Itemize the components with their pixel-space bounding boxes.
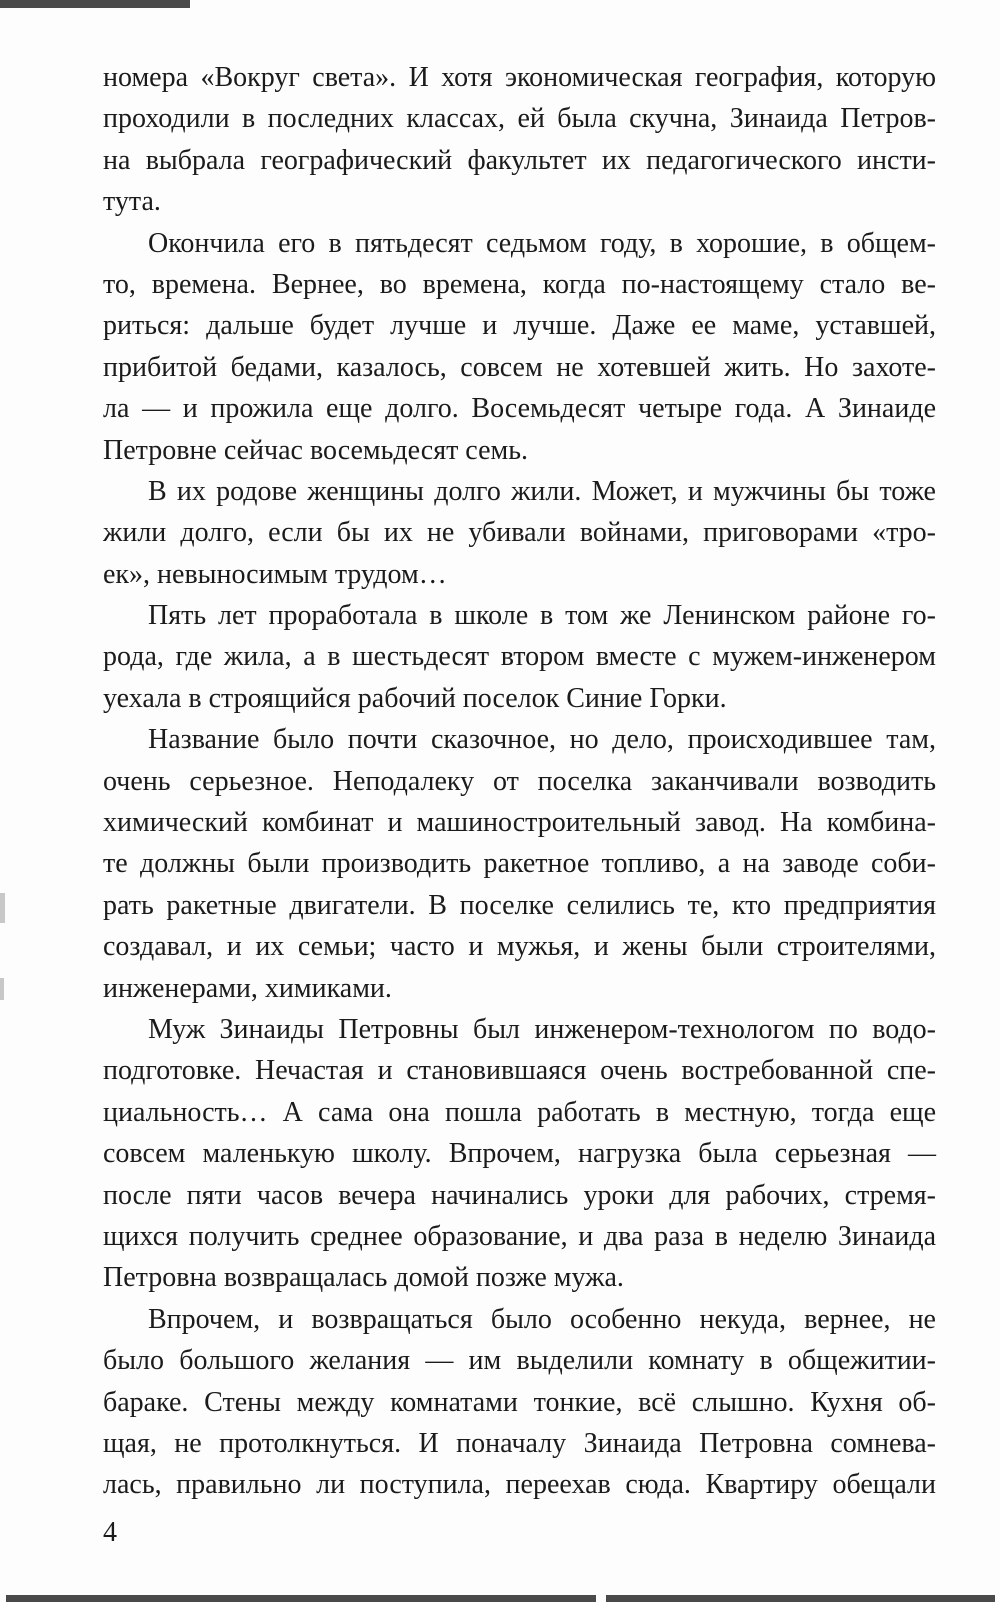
scan-artifact-edge-mark [0, 978, 4, 1000]
text-line: бараке. Стены между комнатами тонкие, всё слышно. Кухня об- [103, 1386, 936, 1418]
text-line: номера «Вокруг света». И хотя экономическая география, которую [103, 62, 936, 93]
text-line: совсем маленькую школу. Впрочем, нагрузка была серьезная — [103, 1138, 936, 1170]
text-line: после пяти часов вечера начинались уроки для рабочих, стремя- [103, 1179, 936, 1211]
text-line: создавал, и их семьи; часто и мужья, и жены были строителями, [103, 931, 936, 963]
scan-artifact-edge-mark [0, 893, 5, 923]
text-line: щая, не протолкнуться. И поначалу Зинаида Петровна сомнева- [103, 1427, 936, 1459]
text-line: циальность… А сама она пошла работать в местную, тогда еще [103, 1096, 936, 1128]
page-number: 4 [103, 1517, 117, 1548]
text-line: Впрочем, и возвращаться было особенно некуда, вернее, не [148, 1303, 936, 1335]
scan-artifact-top-bar [0, 0, 190, 8]
text-line: те должны были производить ракетное топливо, а на заводе соби- [103, 848, 936, 880]
text-line: уехала в строящийся рабочий поселок Синие Горки. [103, 682, 727, 714]
scan-artifact-bottom-bar-left [6, 1595, 596, 1602]
page-text-block [103, 57, 936, 1506]
text-line: подготовке. Нечастая и становившаяся очень востребованной спе- [103, 1055, 936, 1087]
text-line: Название было почти сказочное, но дело, происходившее там, [148, 724, 936, 756]
text-line: Петровне сейчас восемьдесят семь. [103, 434, 528, 466]
text-line: лась, правильно ли поступила, переехав сюда. Квартиру обещали [103, 1469, 936, 1501]
text-line: ек», невыносимым трудом… [103, 558, 447, 590]
text-line: было большого желания — им выделили комнату в общежитии- [103, 1345, 936, 1377]
text-line: рода, где жила, а в шестьдесят втором вместе с мужем-инженером [103, 641, 936, 673]
text-line: Муж Зинаиды Петровны был инженером-технологом по водо- [148, 1013, 936, 1045]
text-line: тута. [103, 186, 161, 218]
text-line: проходили в последних классах, ей была скучна, Зинаида Петров- [103, 103, 936, 135]
text-line: то, времена. Вернее, во времена, когда по-настоящему стало ве- [103, 268, 936, 300]
text-line: Пять лет проработала в школе в том же Ленинском районе го- [148, 600, 936, 632]
text-line: химический комбинат и машиностроительный завод. На комбина- [103, 807, 936, 839]
text-line: прибитой бедами, казалось, совсем не хотевшей жить. Но захоте- [103, 351, 936, 383]
scan-artifact-bottom-bar-right [606, 1595, 995, 1602]
text-line: ла — и прожила еще долго. Восемьдесят четыре года. А Зинаиде [103, 393, 936, 425]
text-line: риться: дальше будет лучше и лучше. Даже ее маме, уставшей, [103, 310, 936, 342]
text-line: В их родове женщины долго жили. Может, и мужчины бы тоже [148, 475, 936, 507]
text-line: рать ракетные двигатели. В поселке селились те, кто предприятия [103, 889, 936, 921]
text-line: на выбрала географический факультет их педагогического инсти- [103, 144, 936, 176]
text-line: Петровна возвращалась домой позже мужа. [103, 1262, 624, 1294]
text-line: щихся получить среднее образование, и два раза в неделю Зинаида [103, 1220, 936, 1252]
text-line: Окончила его в пятьдесят седьмом году, в хорошие, в общем- [148, 227, 936, 259]
text-line: жили долго, если бы их не убивали войнами, приговорами «тро- [103, 517, 936, 549]
text-line: инженерами, химиками. [103, 972, 392, 1004]
text-line: очень серьезное. Неподалеку от поселка заканчивали возводить [103, 765, 936, 797]
